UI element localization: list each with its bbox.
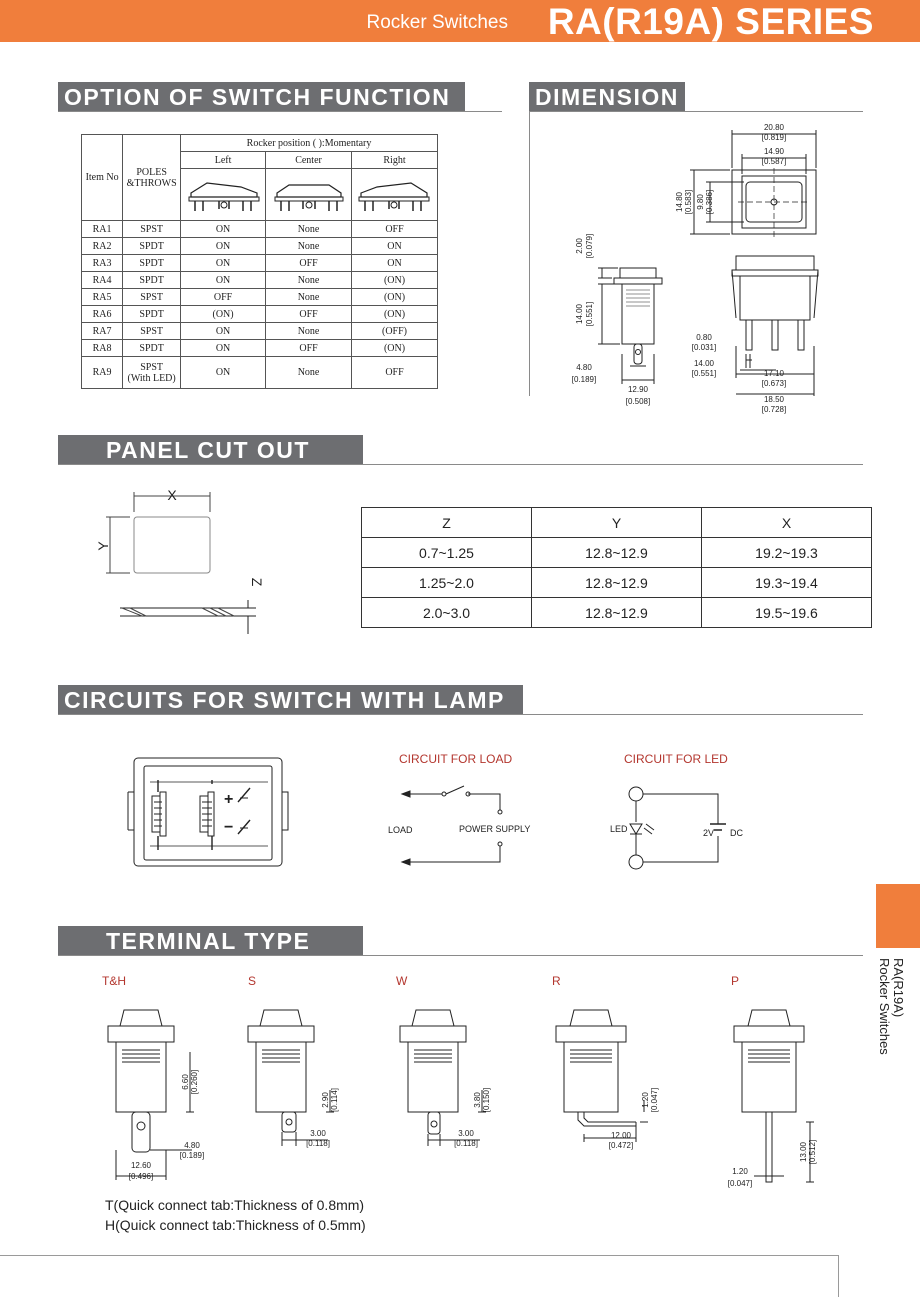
th-dim-d: [0.189]: [179, 1151, 205, 1160]
terminal-w-drawing: [386, 1000, 506, 1160]
section-panel-rule: [58, 464, 863, 465]
w-dim-b: [0.150]: [482, 1087, 491, 1113]
option-cell-center: OFF: [266, 340, 352, 357]
cutout-cell: 19.5~19.6: [702, 598, 872, 628]
option-cell-poles: SPST: [123, 323, 181, 340]
dim-d10b: [0.551]: [691, 369, 717, 378]
section-option-rule: [58, 111, 502, 112]
option-cell-right: (ON): [352, 306, 438, 323]
row-ra9-poles: [123, 357, 181, 389]
option-cell-item: RA6: [82, 306, 123, 323]
section-dimension-rule: [529, 111, 863, 112]
dim-d3b: [0.583]: [684, 189, 693, 215]
section-dimension-title: DIMENSION: [529, 82, 685, 112]
option-row: [82, 255, 438, 272]
option-row: [82, 340, 438, 357]
dim-d2a: 14.90: [763, 147, 785, 156]
cutout-row: [362, 568, 872, 598]
row-ra9-center: None: [266, 357, 352, 389]
option-cell-poles: SPDT: [123, 306, 181, 323]
circuit-power-label: POWER SUPPLY: [459, 824, 531, 834]
dim-d8a: 12.90: [627, 385, 649, 394]
dim-d8b: [0.508]: [625, 397, 651, 406]
p-dim-b: [0.512]: [808, 1139, 817, 1165]
footer-rule: [0, 1255, 838, 1256]
th-poles-line2: &THROWS: [126, 177, 177, 189]
circuit-load-title: CIRCUIT FOR LOAD: [399, 752, 513, 766]
option-cell-poles: SPST: [123, 289, 181, 306]
switch-function-table: [81, 134, 438, 389]
panel-cutout-table: [361, 507, 872, 628]
section-circuits-rule: [58, 714, 863, 715]
option-cell-left: OFF: [181, 289, 266, 306]
circuit-minus-sign: −: [224, 819, 234, 836]
th-left: Left: [181, 152, 266, 169]
side-label-line1: RA(R19A): [891, 958, 906, 1018]
terminal-type-r: R: [552, 974, 561, 988]
dim-d1b: [0.819]: [761, 133, 787, 142]
panel-x-label: X: [167, 487, 177, 503]
dimension-drawing: [560, 118, 860, 418]
option-row: [82, 323, 438, 340]
option-cell-item: RA8: [82, 340, 123, 357]
dim-d1a: 20.80: [763, 123, 785, 132]
th-right: Right: [352, 152, 438, 169]
s-dim-d: [0.118]: [306, 1139, 330, 1148]
dim-d5a: 2.00: [575, 238, 584, 254]
row-ra9-left: ON: [181, 357, 266, 389]
row-ra9-poles-line1: SPST: [140, 361, 164, 373]
dim-d2b: [0.587]: [761, 157, 787, 166]
cutout-row: [362, 538, 872, 568]
th-poles-line1: POLES: [136, 166, 167, 178]
dim-d6a: 14.00: [575, 303, 584, 325]
circuit-plus-sign: +: [224, 791, 234, 808]
option-cell-center: None: [266, 272, 352, 289]
th-rocker: Rocker position ( ):Momentary: [181, 135, 438, 152]
option-cell-item: RA7: [82, 323, 123, 340]
section-option-title: OPTION OF SWITCH FUNCTION: [58, 82, 465, 112]
option-cell-poles: SPDT: [123, 238, 181, 255]
side-label: [874, 958, 914, 1078]
rocker-right-drawing: [352, 169, 438, 221]
option-cell-item: RA3: [82, 255, 123, 272]
led-circuit-diagram: [600, 770, 743, 880]
dim-d11b: [0.673]: [761, 379, 787, 388]
th-dim-e: 12.60: [130, 1161, 152, 1170]
option-cell-poles: SPDT: [123, 255, 181, 272]
cutout-cell: 12.8~12.9: [532, 538, 702, 568]
section-panel-title: PANEL CUT OUT: [58, 435, 363, 465]
terminal-type-s: S: [248, 974, 257, 988]
s-dim-a: 2.90: [321, 1092, 330, 1108]
row-ra9-right: OFF: [352, 357, 438, 389]
load-circuit-diagram: [380, 770, 530, 880]
cutout-cell: 19.2~19.3: [702, 538, 872, 568]
dim-d10a: 14.00: [693, 359, 715, 368]
s-dim-b: [0.114]: [330, 1088, 339, 1112]
w-dim-a: 3.80: [473, 1092, 482, 1108]
th-dim-c: 4.80: [184, 1141, 200, 1150]
row-ra9-poles-line2: (With LED): [127, 372, 176, 384]
option-cell-right: (OFF): [352, 323, 438, 340]
dim-d9a: 0.80: [696, 333, 712, 342]
terminal-r-drawing: [546, 1000, 676, 1160]
section-terminal-rule: [58, 955, 863, 956]
cutout-cell: 12.8~12.9: [532, 598, 702, 628]
circuit-led-title: CIRCUIT FOR LED: [624, 752, 728, 766]
footer-corner-rule: [838, 1255, 839, 1297]
option-cell-center: None: [266, 289, 352, 306]
terminal-type-p: P: [731, 974, 740, 988]
dim-d6b: [0.551]: [585, 301, 594, 327]
dim-d7a: 4.80: [576, 363, 592, 372]
rocker-center-drawing: [266, 169, 352, 221]
circuit-led-label: LED: [610, 824, 628, 834]
option-row: [82, 306, 438, 323]
option-cell-left: ON: [181, 255, 266, 272]
dimension-left-rule: [529, 111, 530, 396]
option-cell-center: OFF: [266, 306, 352, 323]
th-poles: [123, 135, 181, 221]
p-dim-c: 1.20: [732, 1167, 748, 1176]
option-cell-right: (ON): [352, 289, 438, 306]
option-cell-right: ON: [352, 255, 438, 272]
side-label-line2: Rocker Switches: [877, 958, 892, 1055]
option-cell-item: RA1: [82, 221, 123, 238]
r-dim-d: [0.472]: [608, 1141, 634, 1150]
dim-d12a: 18.50: [763, 395, 785, 404]
option-cell-item: RA4: [82, 272, 123, 289]
section-terminal-title: TERMINAL TYPE: [58, 926, 363, 956]
terminal-s-drawing: [238, 1000, 358, 1160]
cutout-cell: 19.3~19.4: [702, 568, 872, 598]
terminal-th-drawing: [96, 1000, 216, 1190]
option-cell-center: None: [266, 323, 352, 340]
r-dim-a: 1.20: [641, 1092, 650, 1108]
th-center: Center: [266, 152, 352, 169]
dim-d11a: 17.10: [763, 369, 785, 378]
rocker-left-drawing: [181, 169, 266, 221]
cutout-cell: 0.7~1.25: [362, 538, 532, 568]
option-cell-center: None: [266, 238, 352, 255]
option-cell-poles: SPDT: [123, 340, 181, 357]
section-circuits-title: CIRCUITS FOR SWITCH WITH LAMP: [58, 685, 523, 715]
option-row: [82, 238, 438, 255]
option-cell-poles: SPDT: [123, 272, 181, 289]
w-dim-d: [0.118]: [454, 1139, 478, 1148]
terminal-note-t: T(Quick connect tab:Thickness of 0.8mm): [105, 1197, 365, 1213]
th-item: Item No: [82, 135, 123, 221]
cutout-header: Y: [532, 508, 702, 538]
dim-d5b: [0.079]: [585, 233, 594, 259]
option-row: [82, 272, 438, 289]
option-cell-left: ON: [181, 238, 266, 255]
r-dim-c: 12.00: [610, 1131, 632, 1140]
th-dim-b: [0.260]: [190, 1069, 199, 1095]
option-cell-right: OFF: [352, 221, 438, 238]
cutout-header: Z: [362, 508, 532, 538]
dim-d4a: 9.80: [696, 194, 705, 210]
dim-d4b: [0.386]: [705, 189, 714, 215]
th-dim-f: [0.496]: [128, 1172, 154, 1181]
option-row: [82, 289, 438, 306]
cutout-cell: 2.0~3.0: [362, 598, 532, 628]
cutout-row: [362, 598, 872, 628]
option-row: [82, 221, 438, 238]
option-cell-right: ON: [352, 238, 438, 255]
s-dim-c: 3.00: [310, 1129, 326, 1138]
cutout-cell: 1.25~2.0: [362, 568, 532, 598]
r-dim-b: [0.047]: [650, 1087, 659, 1113]
dim-d7b: [0.189]: [571, 375, 597, 384]
cutout-header: X: [702, 508, 872, 538]
w-dim-c: 3.00: [458, 1129, 474, 1138]
header-subtitle: Rocker Switches: [366, 12, 508, 33]
header-title: RA(R19A) SERIES: [547, 1, 874, 42]
circuit-voltage-label: 2V: [703, 828, 715, 838]
dim-d9b: [0.031]: [691, 343, 717, 352]
terminal-type-w: W: [396, 974, 408, 988]
p-dim-a: 13.00: [799, 1141, 808, 1163]
th-dim-a: 6.60: [181, 1074, 190, 1090]
panel-z-label: Z: [249, 577, 265, 587]
option-cell-left: ON: [181, 323, 266, 340]
option-cell-center: None: [266, 221, 352, 238]
panel-cutout-drawing: [96, 484, 266, 644]
option-cell-right: (ON): [352, 272, 438, 289]
option-cell-poles: SPST: [123, 221, 181, 238]
circuit-load-label: LOAD: [388, 825, 413, 835]
terminal-note-h: H(Quick connect tab:Thickness of 0.5mm): [105, 1217, 366, 1233]
terminal-p-drawing: [724, 1000, 834, 1192]
option-cell-left: (ON): [181, 306, 266, 323]
option-cell-center: OFF: [266, 255, 352, 272]
option-cell-item: RA2: [82, 238, 123, 255]
side-accent-tab: [876, 884, 920, 948]
row-ra9-item: RA9: [82, 357, 123, 389]
dim-d12b: [0.728]: [761, 405, 787, 414]
terminal-type-th: T&H: [102, 974, 126, 988]
option-cell-left: ON: [181, 272, 266, 289]
option-cell-left: ON: [181, 340, 266, 357]
option-cell-right: (ON): [352, 340, 438, 357]
cutout-cell: 12.8~12.9: [532, 568, 702, 598]
circuit-dc-label: DC: [730, 828, 743, 838]
option-cell-left: ON: [181, 221, 266, 238]
dim-d3a: 14.80: [675, 191, 684, 213]
lamp-switch-drawing: [124, 752, 294, 872]
p-dim-d: [0.047]: [727, 1179, 753, 1188]
option-cell-item: RA5: [82, 289, 123, 306]
panel-y-label: Y: [95, 541, 111, 551]
